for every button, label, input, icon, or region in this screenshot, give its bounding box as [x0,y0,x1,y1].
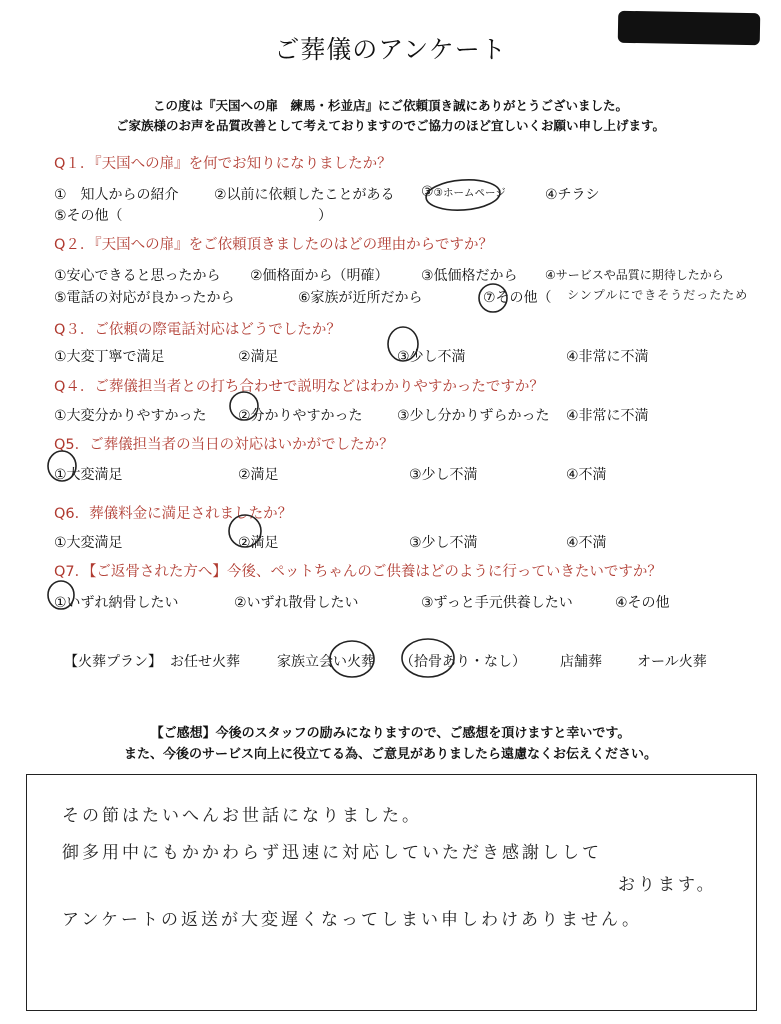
page-title: ご葬儀のアンケート [274,35,507,64]
comment-line-2: 御多用中にもかかわらず迅速に対応していただき感謝しして [62,843,602,863]
q6-option-4[interactable]: ④不満 [566,535,607,551]
q5-option-1[interactable]: ①大変満足 [54,467,123,483]
plan-store[interactable]: 店舗葬 [560,654,602,670]
q5-option-3[interactable]: ③少し不満 [409,467,478,483]
q2-option-6[interactable]: ⑥家族が近所だから [298,290,423,306]
q6-option-1[interactable]: ①大変満足 [54,535,123,551]
kanso-line-2: また、今後のサービス向上に役立てる為、ご意見がありましたら遠慮なくお伝えください。 [123,747,657,762]
q4-option-3[interactable]: ③少し分かりずらかった [397,408,550,424]
q2-option-7[interactable]: ⑦その他（ [483,290,552,306]
question-6: Q6．葬儀料金に満足されましたか？ [54,506,293,522]
q1-option-2[interactable]: ②以前に依頼したことがある [214,187,395,203]
q1-option-1[interactable]: ① 知人からの紹介 [54,187,179,203]
kanso-line-1: 【ご感想】今後のスタッフの励みになりますので、ご感想を頂けますと幸いです。 [150,726,631,741]
q5-option-2[interactable]: ②満足 [238,467,279,483]
q6-option-2[interactable]: ②満足 [238,535,279,551]
question-5: Q5．ご葬儀担当者の当日の対応はいかがでしたか？ [54,437,394,453]
q2-option-5[interactable]: ⑤電話の対応が良かったから [54,290,235,306]
q7-option-4[interactable]: ④その他 [615,595,670,611]
q3-option-4[interactable]: ④非常に不満 [566,349,649,365]
question-1: Q１．『天国への扉』を何でお知りになりましたか？ [54,156,392,172]
intro-line-1: この度は『天国への扉 練馬・杉並店』にご依頼頂き誠にありがとうございました。 [152,98,628,113]
comment-line-3: おります。 [618,875,717,895]
plan-omakase[interactable]: お任せ火葬 [170,654,240,670]
q1-option-5-close: ） [318,208,332,224]
question-3: Q３．ご依頼の際電話対応はどうでしたか？ [54,322,341,338]
q2-option-3[interactable]: ③低価格だから [421,268,518,284]
plan-family-attend[interactable]: 家族立会い火葬 [277,654,375,670]
plan-all[interactable]: オール火葬 [637,654,707,670]
q4-option-1[interactable]: ①大変分かりやすかった [54,408,207,424]
q4-option-4[interactable]: ④非常に不満 [566,408,649,424]
question-4: Q４．ご葬儀担当者との打ち合わせで説明などはわかりやすかったですか？ [54,379,544,395]
q7-option-2[interactable]: ②いずれ散骨したい [234,595,359,611]
q2-other-answer: シンプルにできそうだったため [567,288,749,302]
q3-option-2[interactable]: ②満足 [238,349,279,365]
q1-option-5[interactable]: ⑤その他（ [54,208,123,224]
question-7: Q7．【ご返骨された方へ】今後、ペットちゃんのご供養はどのように行っていきたいですか？ [54,564,662,580]
question-2: Q２．『天国への扉』をご依頼頂きましたのはどの理由からですか？ [54,237,494,253]
intro-line-2: ご家族様のお声を品質改善として考えておりますのでご協力のほど宜しいくお願い申し上げます。 [115,118,665,133]
q1-option-3[interactable]: ③③ホームページ [421,184,506,200]
q2-option-2[interactable]: ②価格面から（明確） [250,268,389,284]
q2-option-4[interactable]: ④サービスや品質に期待したから [545,268,724,282]
comment-line-1: その節はたいへんお世話になりました。 [62,806,422,826]
q2-option-1[interactable]: ①安心できると思ったから [54,268,221,284]
q6-option-3[interactable]: ③少し不満 [409,535,478,551]
q5-option-4[interactable]: ④不満 [566,467,607,483]
q3-option-1[interactable]: ①大変丁寧で満足 [54,349,165,365]
q3-option-3[interactable]: ③少し不満 [397,349,466,365]
comment-line-4: アンケートの返送が大変遅くなってしまい申しわけありません。 [62,910,642,930]
q1-option-4[interactable]: ④チラシ [545,187,600,203]
plan-heading: 【火葬プラン】 [64,654,162,670]
q7-option-1[interactable]: ①いずれ納骨したい [54,595,179,611]
plan-bone-pickup[interactable]: （拾骨あり・なし） [400,654,526,670]
q7-option-3[interactable]: ③ずっと手元供養したい [421,595,573,611]
q4-option-2[interactable]: ②分かりやすかった [238,408,363,424]
q1-option-3-label: ③ホームページ [433,187,506,199]
